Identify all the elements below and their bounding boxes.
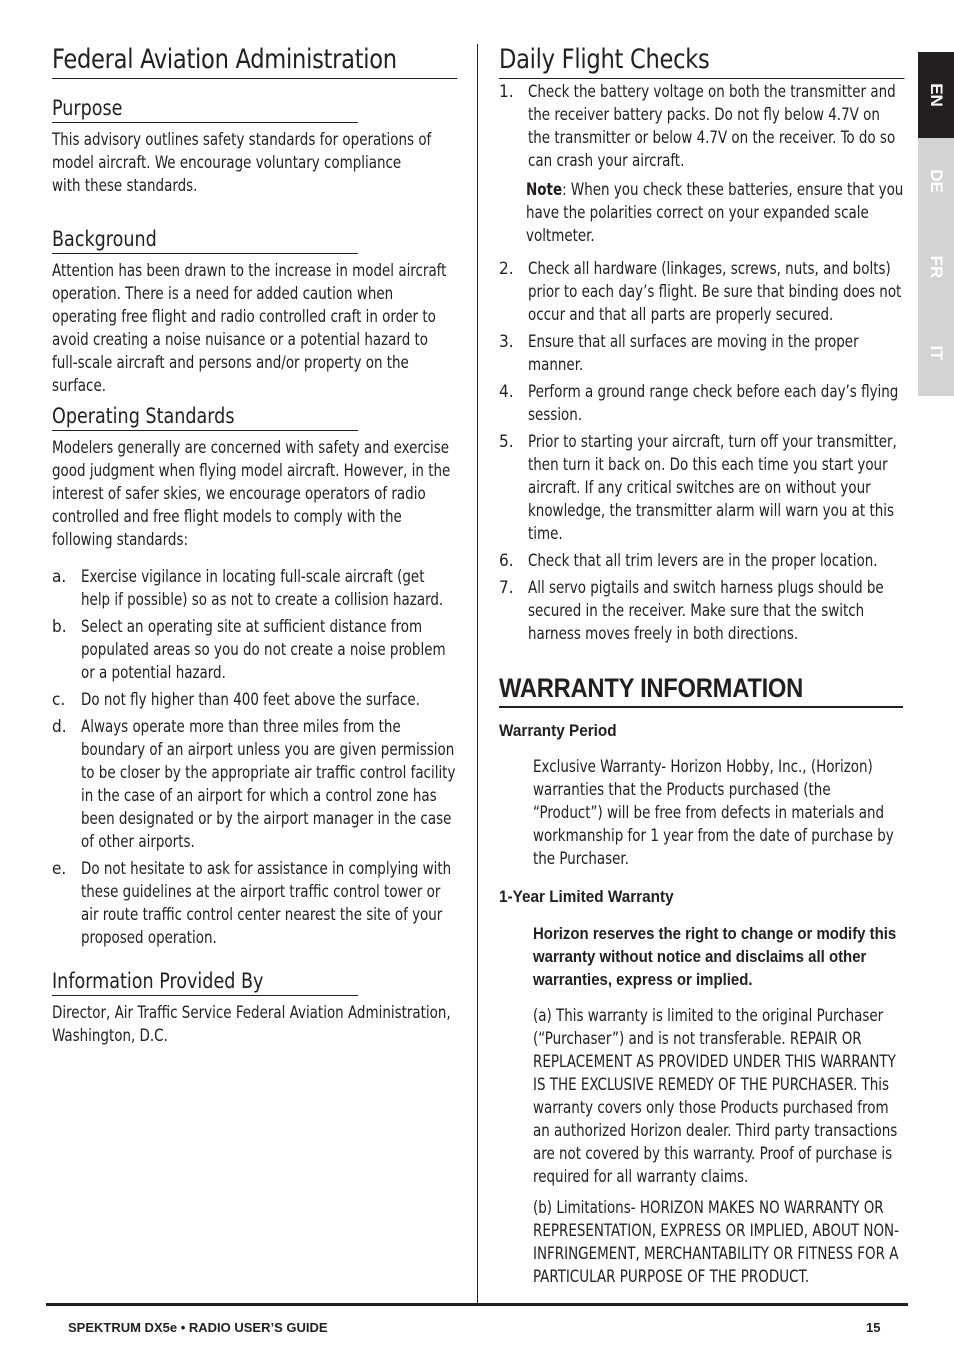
background-text: Attention has been drawn to the increase in model aircraft operation. There is a need for added caution when operating free flight and radio controlled craft in order to avoid creating a noise nuisance or a potential hazard to full-scale aircraft and persons and/or property on the surface. bbox=[52, 261, 447, 396]
background-heading: Background bbox=[52, 226, 358, 254]
operating-standards-heading: Operating Standards bbox=[52, 403, 358, 431]
note-label: Note bbox=[526, 180, 563, 200]
list-item: b. Select an operating site at sufficient distance from populated areas so you do not create a noise problem or a potential hazard. bbox=[52, 617, 446, 683]
purpose-text: This advisory outlines safety standards for operations of model aircraft. We encourage voluntary compliance with these standards. bbox=[52, 130, 432, 196]
daily-checks-list bbox=[499, 81, 903, 173]
warranty-period-heading: Warranty Period bbox=[499, 721, 617, 740]
limited-warranty-heading: 1-Year Limited Warranty bbox=[499, 887, 674, 906]
info-heading: Information Provided By bbox=[52, 968, 358, 996]
tab-fr[interactable]: FR bbox=[918, 224, 954, 310]
warranty-period-text: Exclusive Warranty- Horizon Hobby, Inc., (Horizon) warranties that the Products purchased (the “Product”) will be free from defects in materials and workmanship for 1 year from the date of purchase by the Purchaser. bbox=[533, 757, 894, 869]
tab-it[interactable]: IT bbox=[918, 310, 954, 396]
warranty-title: WARRANTY INFORMATION bbox=[499, 672, 903, 708]
list-item: 3. Ensure that all surfaces are moving in the proper manner. bbox=[499, 332, 859, 375]
daily-checks-list-continued bbox=[499, 258, 903, 646]
list-item: d. Always operate more than three miles from the boundary of an airport unless you are given permission to be closer by the appropriate air traffic control facility in the case of an airport for which a control zone has been designated or by the airport manager in the case of other airports. bbox=[52, 717, 456, 852]
limited-warranty-bold-text: Horizon reserves the right to change or modify this warranty without notice and disclaims all other warranties, express or implied. bbox=[533, 924, 897, 989]
warranty-para-b: (b) Limitations- HORIZON MAKES NO WARRANTY OR REPRESENTATION, EXPRESS OR IMPLIED, ABOUT NON-INFRINGEMENT, MERCHANTABILITY OR FITNESS FOR A PARTICULAR PURPOSE OF THE PRODUCT. bbox=[533, 1198, 899, 1287]
purpose-heading: Purpose bbox=[52, 95, 358, 123]
list-item: 4. Perform a ground range check before each day’s flying session. bbox=[499, 382, 899, 425]
list-item: c. Do not fly higher than 400 feet above the surface. bbox=[52, 690, 420, 710]
note-text: : When you check these batteries, ensure that you have the polarities correct on your expanded scale voltmeter. bbox=[526, 180, 904, 246]
operating-standards-section bbox=[52, 403, 456, 954]
info-text: Director, Air Traffic Service Federal Aviation Administration, Washington, D.C. bbox=[52, 1003, 451, 1046]
info-section bbox=[52, 968, 456, 1048]
background-section bbox=[52, 226, 456, 398]
language-tabs bbox=[918, 52, 954, 396]
tab-en[interactable]: EN bbox=[918, 52, 954, 138]
note-paragraph bbox=[526, 179, 903, 248]
list-item: 2. Check all hardware (linkages, screws, nuts, and bolts) prior to each day’s flight. Be sure that binding does not occur and that all parts are properly secured. bbox=[499, 259, 902, 325]
list-item: 1. Check the battery voltage on both the transmitter and the receiver battery packs. Do not fly below 4.7V on the transmitter or below 4.7V on the receiver. To do so can crash your aircraft. bbox=[499, 82, 896, 171]
faa-title: Federal Aviation Administration bbox=[52, 44, 458, 79]
operating-standards-list bbox=[52, 566, 456, 950]
list-item: a. Exercise vigilance in locating full-scale aircraft (get help if possible) so as not to create a collision hazard. bbox=[52, 567, 444, 610]
purpose-section bbox=[52, 95, 456, 198]
page-number: 15 bbox=[866, 1320, 881, 1335]
daily-checks-title: Daily Flight Checks bbox=[499, 44, 905, 79]
tab-de[interactable]: DE bbox=[918, 138, 954, 224]
column-divider bbox=[477, 44, 478, 1304]
footer-rule bbox=[46, 1303, 908, 1306]
warranty-para-a: (a) This warranty is limited to the original Purchaser (“Purchaser”) and is not transferable. REPAIR OR REPLACEMENT AS PROVIDED UNDER THIS WARRANTY IS THE EXCLUSIVE REMEDY OF THE PURCHASER. This warranty covers only those Products purchased from an authorized Horizon dealer. Third party transactions are not covered by this warranty. Proof of purchase is required for all warranty claims. bbox=[533, 1006, 898, 1187]
warranty-section bbox=[499, 672, 903, 1289]
footer-guide-title: SPEKTRUM DX5e • RADIO USER’S GUIDE bbox=[68, 1320, 328, 1335]
list-item: 7. All servo pigtails and switch harness plugs should be secured in the receiver. Make sure that the switch harness moves freely in both directions. bbox=[499, 578, 884, 644]
faa-section bbox=[52, 44, 456, 79]
list-item: e. Do not hesitate to ask for assistance in complying with these guidelines at the airport traffic control tower or air route traffic control center nearest the site of your proposed operation. bbox=[52, 859, 452, 948]
list-item: 5. Prior to starting your aircraft, turn off your transmitter, then turn it back on. Do this each time you start your aircraft. If any critical switches are on without your knowledge, the transmitter alarm will warn you at this time. bbox=[499, 432, 897, 544]
list-item: 6. Check that all trim levers are in the proper location. bbox=[499, 551, 878, 571]
daily-checks-section bbox=[499, 44, 903, 650]
operating-standards-text: Modelers generally are concerned with safety and exercise good judgment when flying model aircraft. However, in the interest of safer skies, we encourage operators of radio controlled and free flight models to comply with the following standards: bbox=[52, 438, 451, 550]
